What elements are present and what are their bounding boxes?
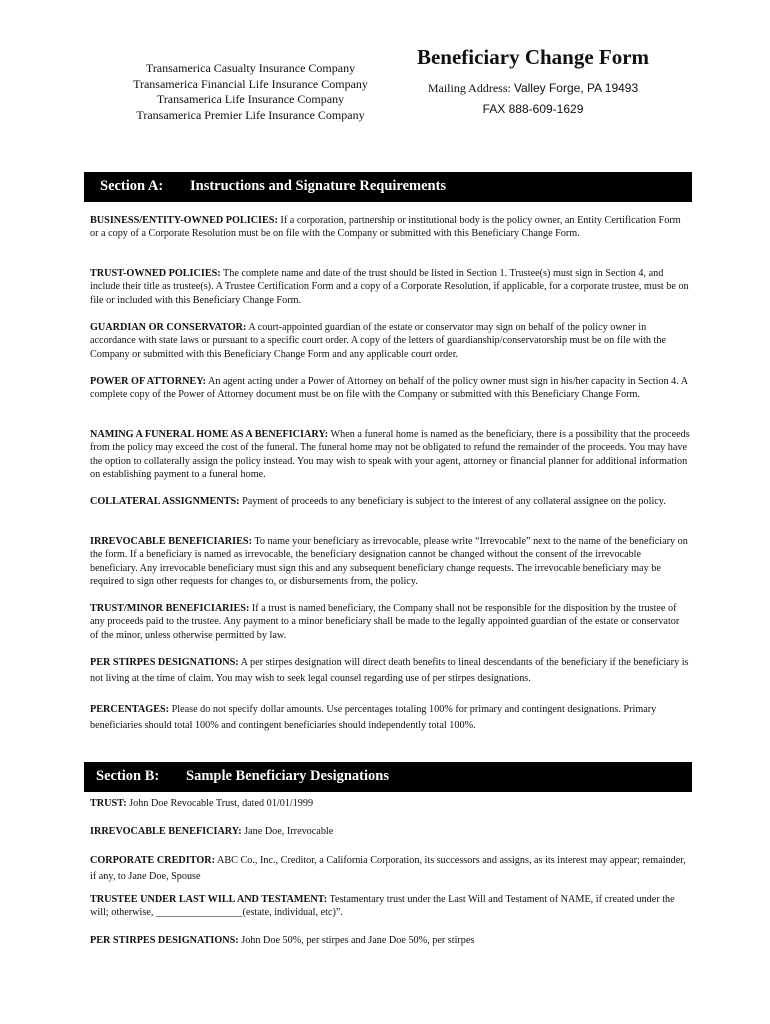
paragraph-text: An agent acting under a Power of Attorney on behalf of the policy owner must sign in his/her capacity in Section 4. A complete copy of the Power of Attorney document must be on file with the Company or submitted with this Beneficiary Change Form. xyxy=(90,376,688,401)
form-title: Beneficiary Change Form xyxy=(416,45,650,69)
fax-number: FAX 888-609-1629 xyxy=(482,102,584,116)
company-list xyxy=(118,61,383,123)
paragraph-text: John Doe 50%, per stirpes and Jane Doe 50%, per stirpes xyxy=(238,935,475,946)
paragraph-heading: CORPORATE CREDITOR: xyxy=(90,855,215,866)
section-a-paragraph xyxy=(90,214,690,241)
section-a-paragraph xyxy=(90,655,690,687)
paragraph-heading: IRREVOCABLE BENEFICIARIES: xyxy=(90,536,252,547)
section-a-paragraph xyxy=(90,535,690,589)
company-name: Transamerica Casualty Insurance Company xyxy=(145,61,356,75)
section-a-label: Section A: xyxy=(100,178,164,194)
paragraph-heading: PER STIRPES DESIGNATIONS: xyxy=(90,657,239,668)
section-a-header xyxy=(84,172,692,202)
section-b-paragraph xyxy=(90,825,690,838)
paragraph-heading: TRUSTEE UNDER LAST WILL AND TESTAMENT: xyxy=(90,894,328,905)
company-name: Transamerica Financial Life Insurance Company xyxy=(133,76,368,91)
paragraph-heading: NAMING A FUNERAL HOME AS A BENEFICIARY: xyxy=(90,429,329,440)
paragraph-text: Please do not specify dollar amounts. Use percentages totaling 100% for primary and contingent designations. Primary beneficiaries should total 100% and contingent beneficiaries should independently total 100%. xyxy=(90,704,657,731)
paragraph-heading: COLLATERAL ASSIGNMENTS: xyxy=(90,496,240,507)
mailing-value: Valley Forge, PA 19493 xyxy=(513,81,639,95)
paragraph-text: Testamentary trust under the Last Will and Testament of NAME, if created under the will; otherwise, _________________(estate, individual, etc)”. xyxy=(90,894,675,919)
company-name: Transamerica Premier Life Insurance Company xyxy=(136,107,365,122)
paragraph-heading: PERCENTAGES: xyxy=(90,704,170,715)
paragraph-text: John Doe Revocable Trust, dated 01/01/1999 xyxy=(126,798,314,809)
section-b-label: Section B: xyxy=(96,768,160,784)
paragraph-heading: TRUST/MINOR BENEFICIARIES: xyxy=(90,603,250,614)
paragraph-text: A court-appointed guardian of the estate or conservator may sign on behalf of the policy owner in accordance with state laws or pursuant to a specific court order. A copy of the letters of guardianship/conservatorship must be on file with the Company or submitted with this Beneficiary Change Form and any applicable court order. xyxy=(90,322,666,360)
paragraph-heading: TRUST: xyxy=(90,798,127,809)
paragraph-heading: PER STIRPES DESIGNATIONS: xyxy=(90,935,239,946)
paragraph-text: ABC Co., Inc., Creditor, a California Corporation, its successors and assigns, as its interest may appear; remainder, if any, to Jane Doe, Spouse xyxy=(90,855,686,882)
section-a-paragraph xyxy=(90,702,690,733)
section-a-paragraph xyxy=(90,495,690,508)
section-b-paragraph xyxy=(90,934,690,947)
paragraph-heading: POWER OF ATTORNEY: xyxy=(90,376,207,387)
paragraph-text: When a funeral home is named as the beneficiary, there is a possibility that the proceeds from the policy may exceed the cost of the funeral. The funeral home may not be obligated to refund the remainder of the proceeds. You may have the option to collaterally assign the policy instead. You may wish to speak with your agent, attorney or financial planner for additional information on establishing payment to a funeral home. xyxy=(90,429,690,481)
paragraph-text: If a trust is named beneficiary, the Company shall not be responsible for the disposition by the trustee of any proceeds paid to the trustee. Any payment to a minor beneficiary shall be made to the legally appointed guardian of the estate or conservator of the minor, unless otherwise permitted by law. xyxy=(90,603,680,641)
paragraph-heading: IRREVOCABLE BENEFICIARY: xyxy=(90,826,242,837)
paragraph-text: The complete name and date of the trust should be listed in Section 1. Trustee(s) must sign in Section 4, and include their title as trustee(s). A Trustee Certification Form and a copy of a Corporate Resolution, if applicable, for a corporate trustee, must be on file or included with this Beneficiary Change Form. xyxy=(90,268,689,306)
section-a-paragraph xyxy=(90,267,690,307)
section-a-paragraph xyxy=(90,321,690,361)
section-b-paragraph xyxy=(90,797,690,810)
section-a-paragraph xyxy=(90,375,690,402)
paragraph-text: A per stirpes designation will direct death benefits to lineal descendants of the beneficiary if the beneficiary is not living at the time of claim. You may wish to seek legal counsel regarding use of per stirpes designations. xyxy=(90,657,689,684)
paragraph-heading: TRUST-OWNED POLICIES: xyxy=(90,268,221,279)
section-b-title: Sample Beneficiary Designations xyxy=(186,768,389,784)
mailing-address xyxy=(398,81,668,96)
paragraph-heading: GUARDIAN OR CONSERVATOR: xyxy=(90,322,247,333)
section-a-title: Instructions and Signature Requirements xyxy=(190,178,447,194)
paragraph-text: If a corporation, partnership or institutional body is the policy owner, an Entity Certification Form or a copy of a Corporate Resolution must be on file with the Company or submitted with this Beneficiary Change Form. xyxy=(90,215,681,240)
section-a-paragraph xyxy=(90,428,690,482)
section-a-paragraph xyxy=(90,602,690,642)
paragraph-text: To name your beneficiary as irrevocable, please write “Irrevocable” next to the name of the beneficiary on the form. If a beneficiary is named as irrevocable, the beneficiary designation cannot be changed without the consent of the irrevocable beneficiary. Any irrevocable beneficiary must sign this and any subsequent beneficiary change requests. The irrevocable beneficiary may be required to sign other requests for changes to, or disbursements from, the policy. xyxy=(90,536,688,588)
mailing-label: Mailing Address: xyxy=(427,81,514,95)
paragraph-heading: BUSINESS/ENTITY-OWNED POLICIES: xyxy=(90,215,278,226)
company-name: Transamerica Life Insurance Company xyxy=(156,92,345,106)
paragraph-text: Payment of proceeds to any beneficiary is subject to the interest of any collateral assignee on the policy. xyxy=(239,496,666,507)
section-b-header xyxy=(84,762,692,792)
section-b-paragraph xyxy=(90,893,690,920)
section-b-paragraph xyxy=(90,853,690,885)
paragraph-text: Jane Doe, Irrevocable xyxy=(241,826,334,837)
